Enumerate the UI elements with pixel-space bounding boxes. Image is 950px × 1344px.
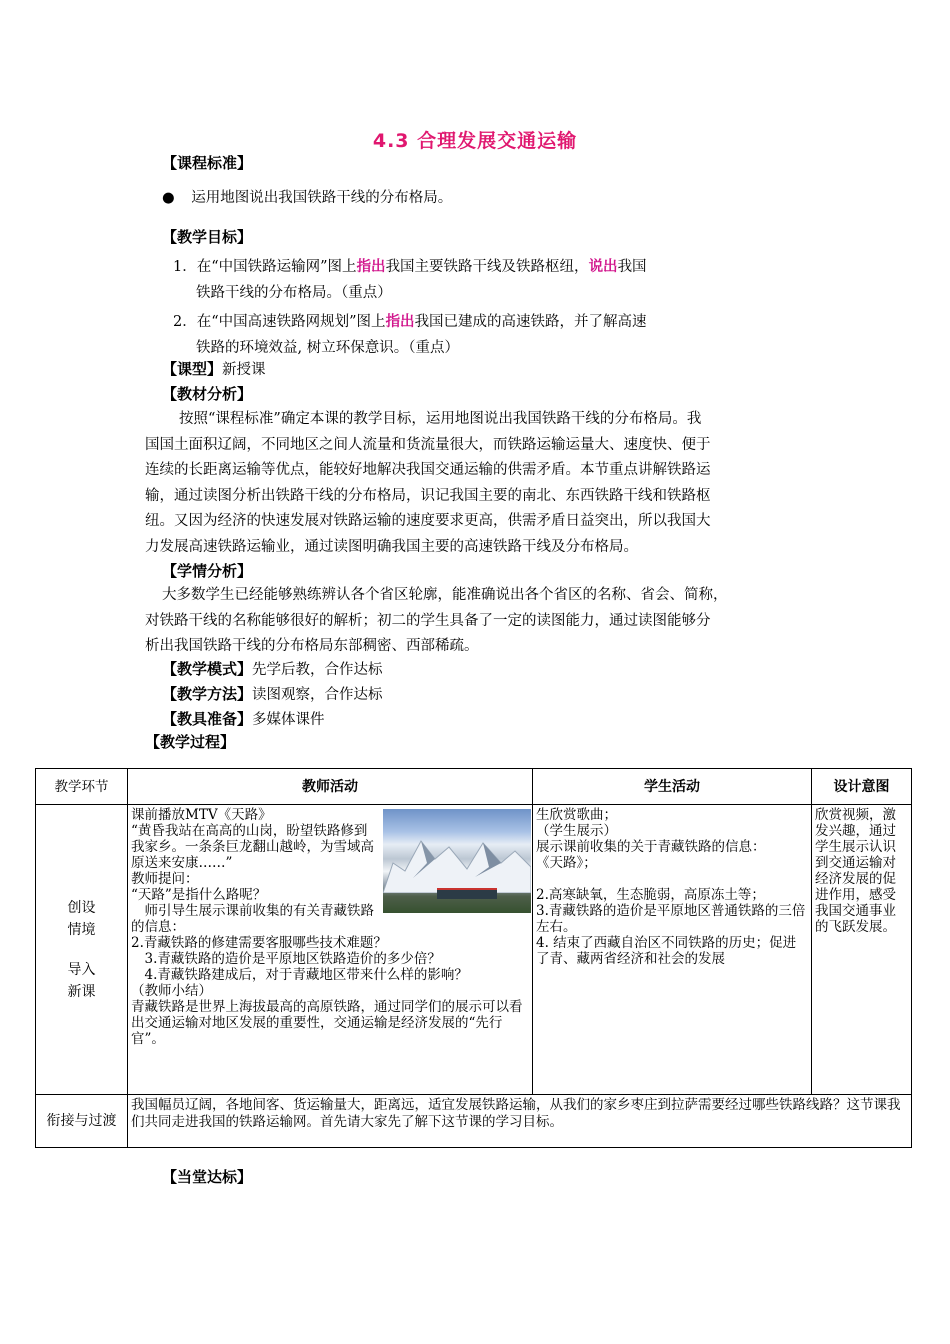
teaching-method-value: 读图观察，合作达标 (252, 687, 383, 703)
teaching-tools (162, 707, 325, 733)
goal-2-number: 2． (173, 314, 197, 330)
train-icon (437, 888, 497, 899)
teacher-line: 师引导生展示课前收集的有关青藏铁路的信息： (131, 903, 374, 935)
material-line: 力发展高速铁路运输业，通过读图明确我国主要的高速铁路干线及分布格局。 (145, 538, 638, 555)
teacher-line: （教师小结） (131, 983, 212, 999)
student-line: 对铁路干线的名称能够很好的解析；初二的学生具备了一定的读图能力，通过读图能够分 (145, 612, 711, 629)
teacher-line: 青藏铁路是世界上海拔最高的高原铁路，通过同学们的展示可以看出交通运输对地区发展的重要性，交通运输是经济发展的“先行官”。 (131, 999, 523, 1047)
goal-1-text-c: 我国主要铁路干线及铁路枢纽， (385, 259, 589, 275)
mountain-icon (383, 833, 531, 893)
student-line: （学生展示） (536, 823, 617, 839)
lesson-type (162, 357, 266, 383)
goals-heading: 【教学目标】 (162, 228, 253, 246)
table-row (36, 1095, 912, 1148)
header-intent: 设计意图 (812, 769, 912, 805)
transition-content-cell: 我国幅员辽阔，各地间客、货运输量大，距离远，适宜发展铁路运输，从我们的家乡枣庄到拉萨需要经过哪些铁路线路？这节课我们共同走进我国的铁路运输网。首先请大家先了解下这节课的学习目标。 (128, 1095, 912, 1148)
standard-text: 运用地图说出我国铁路干线的分布格局。 (191, 190, 453, 206)
standard-item (162, 186, 452, 211)
goal-2-line-2: 铁路的环境效益, 树立环保意识。（重点） (196, 340, 459, 356)
goal-1-line-1 (173, 254, 647, 280)
student-heading: 【学情分析】 (162, 562, 253, 580)
teacher-line: 3.青藏铁路的造价是平原地区铁路造价的多少倍？ (131, 951, 441, 967)
material-line: 输，通过读图分析出铁路干线的分布格局，识记我国主要的南北、东西铁路干线和铁路枢 (145, 487, 711, 504)
goal-1-text-e: 我国 (617, 259, 647, 275)
student-line: 2.高寒缺氧，生态脆弱，高原冻土等； (536, 887, 765, 903)
student-activity-cell (533, 805, 812, 1095)
teacher-line: 4.青藏铁路建成后，对于青藏地区带来什么样的影响？ (131, 967, 468, 983)
bullet-icon: ● (162, 190, 175, 206)
student-line: 展示课前收集的关于青藏铁路的信息： (536, 839, 766, 855)
page-title: 4.3 合理发展交通运输 (372, 130, 578, 152)
material-heading: 【教材分析】 (162, 385, 253, 403)
teacher-line: “黄昏我站在高高的山岗，盼望铁路修到我家乡。一条条巨龙翻山越岭，为雪域高原送来安康……” (131, 823, 374, 871)
process-heading: 【教学过程】 (145, 733, 236, 751)
student-line: 《天路》； (536, 855, 597, 871)
header-teacher: 教师活动 (128, 769, 533, 805)
teaching-mode-label: 【教学模式】 (162, 660, 253, 678)
standard-heading: 【课程标准】 (162, 154, 253, 172)
goal-1-highlight-1: 指出 (356, 258, 386, 275)
material-line: 连续的长距离运输等优点，能较好地解决我国交通运输的供需矛盾。本节重点讲解铁路运 (145, 462, 711, 478)
quiz-heading: 【当堂达标】 (162, 1168, 253, 1186)
stage-label-a: 创设情境 (67, 899, 96, 938)
student-line: 4. 结束了西藏自治区不同铁路的历史；促进了青、藏两省经济和社会的发展 (536, 935, 797, 967)
material-line: 纽。又因为经济的快速发展对铁路运输的速度要求更高，供需矛盾日益突出，所以我国大 (145, 513, 711, 529)
plateau-railway-photo (383, 809, 531, 913)
table-header-row (36, 769, 912, 805)
intent-cell: 欣赏视频，激发兴趣，通过学生展示认识到交通运输对经济发展的促进作用，感受我国交通事业的飞跃发展。 (812, 805, 912, 1095)
goal-1-highlight-2: 说出 (588, 258, 618, 275)
teaching-method-label: 【教学方法】 (162, 685, 253, 703)
transition-stage-cell: 衔接与过渡 (36, 1095, 128, 1148)
material-line: 国国土面积辽阔，不同地区之间人流量和货流量很大，而铁路运输运量大、速度快、便于 (145, 436, 711, 453)
material-paragraph (145, 407, 825, 560)
teacher-line: “天路”是指什么路呢？ (131, 887, 267, 903)
goal-1-number: 1． (173, 259, 197, 275)
lesson-type-value: 新授课 (222, 362, 266, 378)
goal-2-highlight: 指出 (385, 313, 415, 330)
table-row (36, 805, 912, 1095)
stage-cell (36, 805, 128, 1095)
student-paragraph (145, 583, 845, 660)
teaching-method (162, 682, 383, 708)
goal-1-text-a: 在“中国铁路运输网”图上 (196, 259, 357, 275)
header-stage: 教学环节 (36, 769, 128, 805)
student-line: 3.青藏铁路的造价是平原地区普通铁路的三倍左右。 (536, 903, 806, 935)
goal-2-line-1 (173, 309, 647, 335)
header-student: 学生活动 (533, 769, 812, 805)
goal-2-text-c: 我国已建成的高速铁路，并了解高速 (414, 314, 647, 330)
student-line: 生欣赏歌曲； (536, 807, 617, 823)
student-spacer (536, 871, 808, 887)
teacher-line: 2.青藏铁路的修建需要客服哪些技术难题？ (131, 935, 387, 951)
teacher-line: 教师提问： (131, 871, 199, 887)
goal-1-line-2: 铁路干线的分布格局。（重点） (196, 285, 392, 301)
teaching-mode-value: 先学后教，合作达标 (252, 662, 383, 678)
teacher-line: 课前播放MTV《天路》 (131, 807, 272, 823)
process-table (35, 768, 912, 1148)
material-line: 按照“课程标准”确定本课的教学目标，运用地图说出我国铁路干线的分布格局。我 (179, 411, 702, 427)
teaching-mode (162, 657, 383, 683)
goal-2-text-a: 在“中国高速铁路网规划”图上 (196, 314, 386, 330)
stage-label-b: 导入新课 (67, 961, 96, 1000)
lesson-type-label: 【课型】 (162, 360, 223, 378)
teaching-tools-label: 【教具准备】 (162, 710, 253, 728)
student-line: 析出我国铁路干线的分布格局东部稠密、西部稀疏。 (145, 638, 479, 654)
student-line: 大多数学生已经能够熟练辨认各个省区轮廓，能准确说出各个省区的名称、省会、简称， (162, 587, 728, 603)
teaching-tools-value: 多媒体课件 (252, 712, 325, 728)
teacher-activity-cell (128, 805, 533, 1095)
